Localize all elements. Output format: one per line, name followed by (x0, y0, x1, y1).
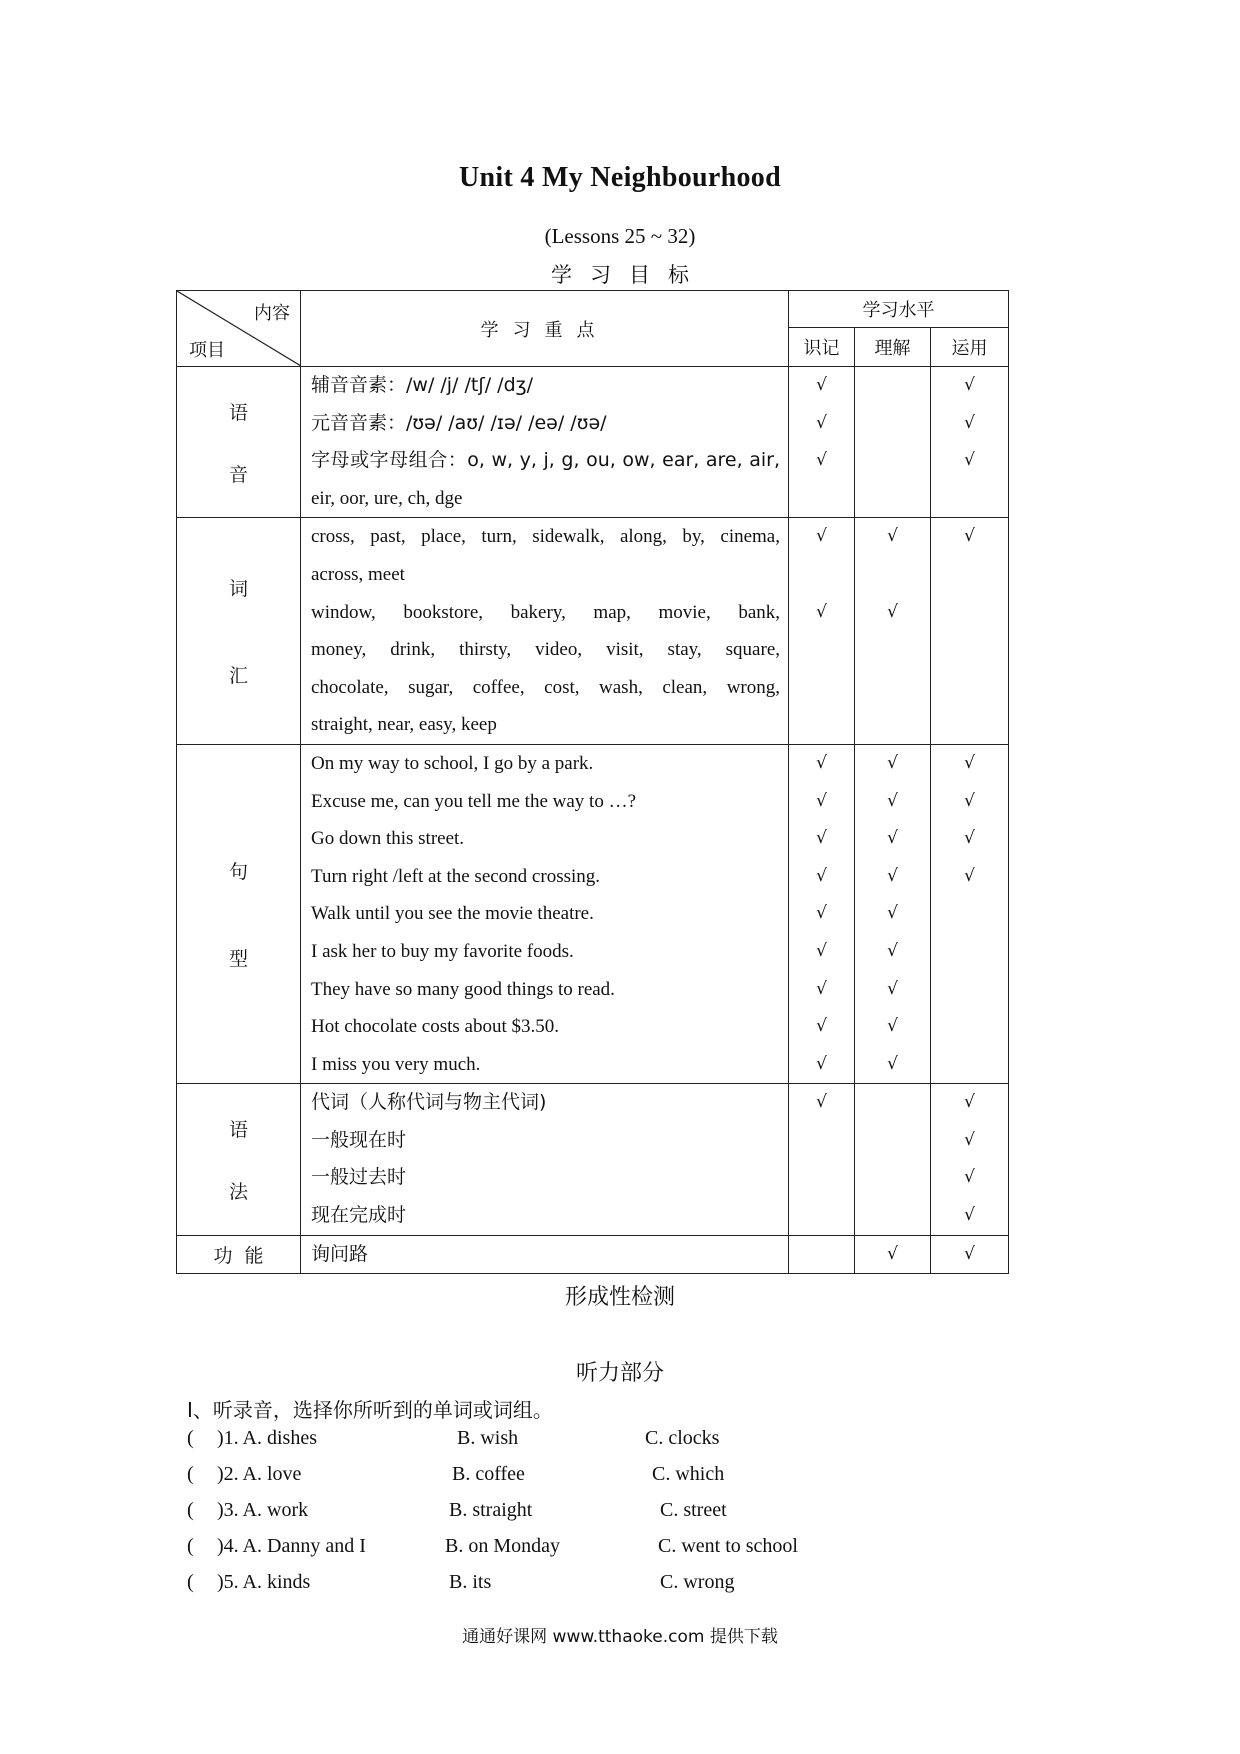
focus-line: money, drink, thirsty, video, visit, stay, square, (311, 639, 780, 661)
check-mark: √ (816, 865, 827, 886)
level-understand-cell (855, 1235, 931, 1274)
check-mark (931, 631, 1008, 669)
check-mark (855, 405, 930, 443)
check-mark: √ (816, 752, 827, 773)
check-mark: √ (887, 865, 898, 886)
check-mark (789, 631, 854, 669)
check-mark: √ (887, 903, 898, 924)
check-mark: √ (816, 1016, 827, 1037)
check-mark: √ (816, 790, 827, 811)
focus-cell (301, 744, 789, 1083)
focus-cell (301, 367, 789, 518)
option-b: B. coffee (452, 1463, 525, 1485)
category-char: 音 (228, 463, 248, 486)
objectives-table-body (177, 367, 1009, 1274)
option-c: C. which (652, 1463, 725, 1485)
check-mark: √ (816, 1053, 827, 1074)
option-a: )2. A. love (217, 1463, 302, 1485)
check-mark: √ (887, 1243, 898, 1264)
focus-cell (301, 1235, 789, 1274)
table-row (177, 744, 1009, 1083)
check-mark: √ (816, 375, 827, 395)
check-mark: √ (816, 412, 827, 433)
check-mark (855, 631, 930, 669)
check-mark: √ (887, 940, 898, 961)
check-mark (789, 1122, 854, 1160)
table-row (177, 1084, 1009, 1235)
level-memorize-cell (789, 1084, 855, 1235)
level-memorize-cell (789, 1235, 855, 1274)
check-mark: √ (887, 978, 898, 999)
level-memorize-cell (789, 744, 855, 1083)
level-memorize-cell (789, 367, 855, 518)
check-mark (931, 669, 1008, 707)
category-char: 词 (228, 578, 248, 601)
table-row (177, 367, 1009, 518)
check-mark (855, 480, 930, 518)
level-apply-cell (931, 367, 1009, 518)
category-char: 功 能 (213, 1244, 264, 1267)
check-mark: √ (816, 903, 827, 924)
focus-line: cross, past, place, turn, sidewalk, along, by, cinema, (311, 526, 780, 548)
option-c: C. clocks (645, 1427, 720, 1449)
check-mark: √ (887, 790, 898, 811)
check-mark: √ (816, 828, 827, 849)
check-mark (855, 1122, 930, 1160)
check-mark: √ (816, 601, 827, 622)
focus-line: window, bookstore, bakery, map, movie, bank, (311, 601, 780, 623)
focus-line: 代词（人称代词与物主代词) (311, 1091, 547, 1114)
check-mark: √ (964, 828, 975, 849)
check-mark (855, 706, 930, 744)
level-apply-header: 运用 (931, 328, 1009, 367)
check-mark (789, 556, 854, 594)
check-mark: √ (964, 1129, 975, 1150)
listening-heading: 听力部分 (575, 1361, 664, 1386)
question-item (187, 1499, 1087, 1529)
answer-paren: ( (187, 1427, 194, 1449)
level-understand-cell (855, 367, 931, 518)
check-mark (931, 706, 1008, 744)
focus-cell (301, 518, 789, 745)
level-understand-header: 理解 (855, 328, 931, 367)
check-mark: √ (964, 375, 975, 395)
answer-paren: ( (187, 1463, 194, 1485)
option-b: B. on Monday (445, 1535, 560, 1557)
option-c: C. wrong (660, 1571, 735, 1593)
level-header: 学习水平 (789, 291, 1009, 328)
category-cell (177, 744, 301, 1083)
focus-line: 一般现在时 (311, 1128, 407, 1151)
check-mark (855, 556, 930, 594)
corner-content-label: 内容 (254, 303, 290, 324)
focus-line: I ask her to buy my favorite foods. (311, 940, 574, 962)
check-mark (931, 594, 1008, 632)
answer-paren: ( (187, 1571, 194, 1593)
assessment-heading: 形成性检测 (564, 1285, 675, 1310)
answer-paren: ( (187, 1499, 194, 1521)
option-c: C. street (660, 1499, 727, 1521)
option-b: B. its (449, 1571, 492, 1593)
focus-line: Turn right /left at the second crossing. (311, 865, 601, 887)
level-memorize-header: 识记 (789, 328, 855, 367)
level-apply-cell (931, 518, 1009, 745)
category-char: 汇 (228, 665, 248, 688)
category-char: 句 (228, 861, 248, 884)
check-mark: √ (816, 526, 827, 547)
check-mark (931, 895, 1008, 933)
question-item (187, 1571, 1087, 1601)
header-corner-cell (177, 291, 301, 367)
objectives-heading: 学习目标 (551, 263, 707, 287)
focus-line: 字母或字母组合：o, w, y, j, g, ou, ow, ear, are, air, (311, 449, 780, 472)
check-mark (855, 1159, 930, 1197)
focus-line: On my way to school, I go by a park. (311, 752, 594, 774)
option-b: B. wish (457, 1427, 519, 1449)
category-char: 语 (228, 401, 248, 424)
focus-line: 辅音音素：/w/ /j/ /tʃ/ /dʒ/ (311, 374, 534, 396)
check-mark (855, 442, 930, 480)
level-apply-cell (931, 744, 1009, 1083)
option-a: )1. A. dishes (217, 1427, 317, 1449)
table-row (177, 1235, 1009, 1274)
question-item (187, 1535, 1087, 1565)
focus-line: 现在完成时 (311, 1204, 407, 1227)
check-mark (789, 669, 854, 707)
check-mark: √ (964, 1167, 975, 1188)
level-memorize-cell (789, 518, 855, 745)
section-1-instruction: I、听录音，选择你所听到的单词或词组。 (187, 1398, 553, 1422)
category-char: 语 (228, 1118, 248, 1141)
check-mark: √ (964, 1205, 975, 1226)
option-a: )3. A. work (217, 1499, 309, 1521)
focus-line: straight, near, easy, keep (311, 714, 497, 736)
focus-line: 一般过去时 (311, 1166, 407, 1189)
check-mark (931, 556, 1008, 594)
check-mark: √ (887, 601, 898, 622)
check-mark (931, 971, 1008, 1009)
question-item (187, 1427, 1087, 1457)
page-title: Unit 4 My Neighbourhood (459, 162, 781, 193)
category-char: 型 (228, 948, 248, 971)
check-mark: √ (964, 1243, 975, 1264)
check-mark: √ (887, 1053, 898, 1074)
check-mark: √ (816, 940, 827, 961)
focus-cell (301, 1084, 789, 1235)
check-mark (855, 669, 930, 707)
check-mark (789, 1159, 854, 1197)
focus-line: Walk until you see the movie theatre. (311, 903, 594, 925)
check-mark (931, 933, 1008, 971)
page-subtitle: (Lessons 25 ~ 32) (544, 224, 696, 248)
check-mark: √ (816, 1092, 827, 1113)
check-mark (855, 1197, 930, 1235)
focus-line: chocolate, sugar, coffee, cost, wash, clean, wrong, (311, 676, 780, 698)
check-mark: √ (887, 1016, 898, 1037)
corner-item-label: 项目 (189, 340, 225, 361)
footer-credit: 通通好课网 www.tthaoke.com 提供下载 (462, 1627, 778, 1647)
check-mark (789, 1197, 854, 1235)
objectives-table (176, 290, 1009, 1274)
check-mark: √ (887, 828, 898, 849)
level-apply-cell (931, 1235, 1009, 1274)
focus-line: across, meet (311, 563, 405, 585)
focus-header: 学习重点 (301, 291, 789, 367)
check-mark: √ (816, 450, 827, 471)
check-mark: √ (964, 790, 975, 811)
check-mark: √ (964, 1092, 975, 1113)
check-mark (855, 367, 930, 405)
focus-line: 询问路 (311, 1242, 369, 1265)
focus-line: Hot chocolate costs about $3.50. (311, 1016, 560, 1038)
check-mark: √ (887, 526, 898, 547)
level-apply-cell (931, 1084, 1009, 1235)
option-c: C. went to school (658, 1535, 798, 1557)
check-mark (931, 480, 1008, 518)
check-mark (789, 1236, 854, 1274)
check-mark: √ (964, 865, 975, 886)
check-mark (931, 1008, 1008, 1046)
category-cell (177, 518, 301, 745)
check-mark: √ (964, 526, 975, 547)
focus-line: They have so many good things to read. (311, 978, 615, 1000)
table-row (177, 518, 1009, 745)
option-a: )5. A. kinds (217, 1571, 311, 1593)
level-understand-cell (855, 1084, 931, 1235)
check-mark: √ (816, 978, 827, 999)
category-cell (177, 1235, 301, 1274)
level-understand-cell (855, 518, 931, 745)
option-b: B. straight (449, 1499, 533, 1521)
category-char: 法 (228, 1181, 248, 1204)
focus-line: Excuse me, can you tell me the way to …? (311, 790, 637, 812)
check-mark: √ (964, 752, 975, 773)
check-mark: √ (887, 752, 898, 773)
question-item (187, 1463, 1087, 1493)
check-mark (855, 1084, 930, 1122)
check-mark (789, 706, 854, 744)
check-mark (789, 480, 854, 518)
check-mark (931, 1046, 1008, 1084)
focus-line: I miss you very much. (311, 1053, 481, 1075)
level-understand-cell (855, 744, 931, 1083)
check-mark: √ (964, 450, 975, 471)
category-cell (177, 367, 301, 518)
check-mark: √ (964, 412, 975, 433)
focus-line: eir, oor, ure, ch, dge (311, 487, 463, 509)
option-a: )4. A. Danny and I (217, 1535, 366, 1557)
answer-paren: ( (187, 1535, 194, 1557)
focus-line: 元音音素：/ʊə/ /aʊ/ /ɪə/ /eə/ /ʊə/ (311, 411, 607, 434)
category-cell (177, 1084, 301, 1235)
focus-line: Go down this street. (311, 828, 465, 850)
